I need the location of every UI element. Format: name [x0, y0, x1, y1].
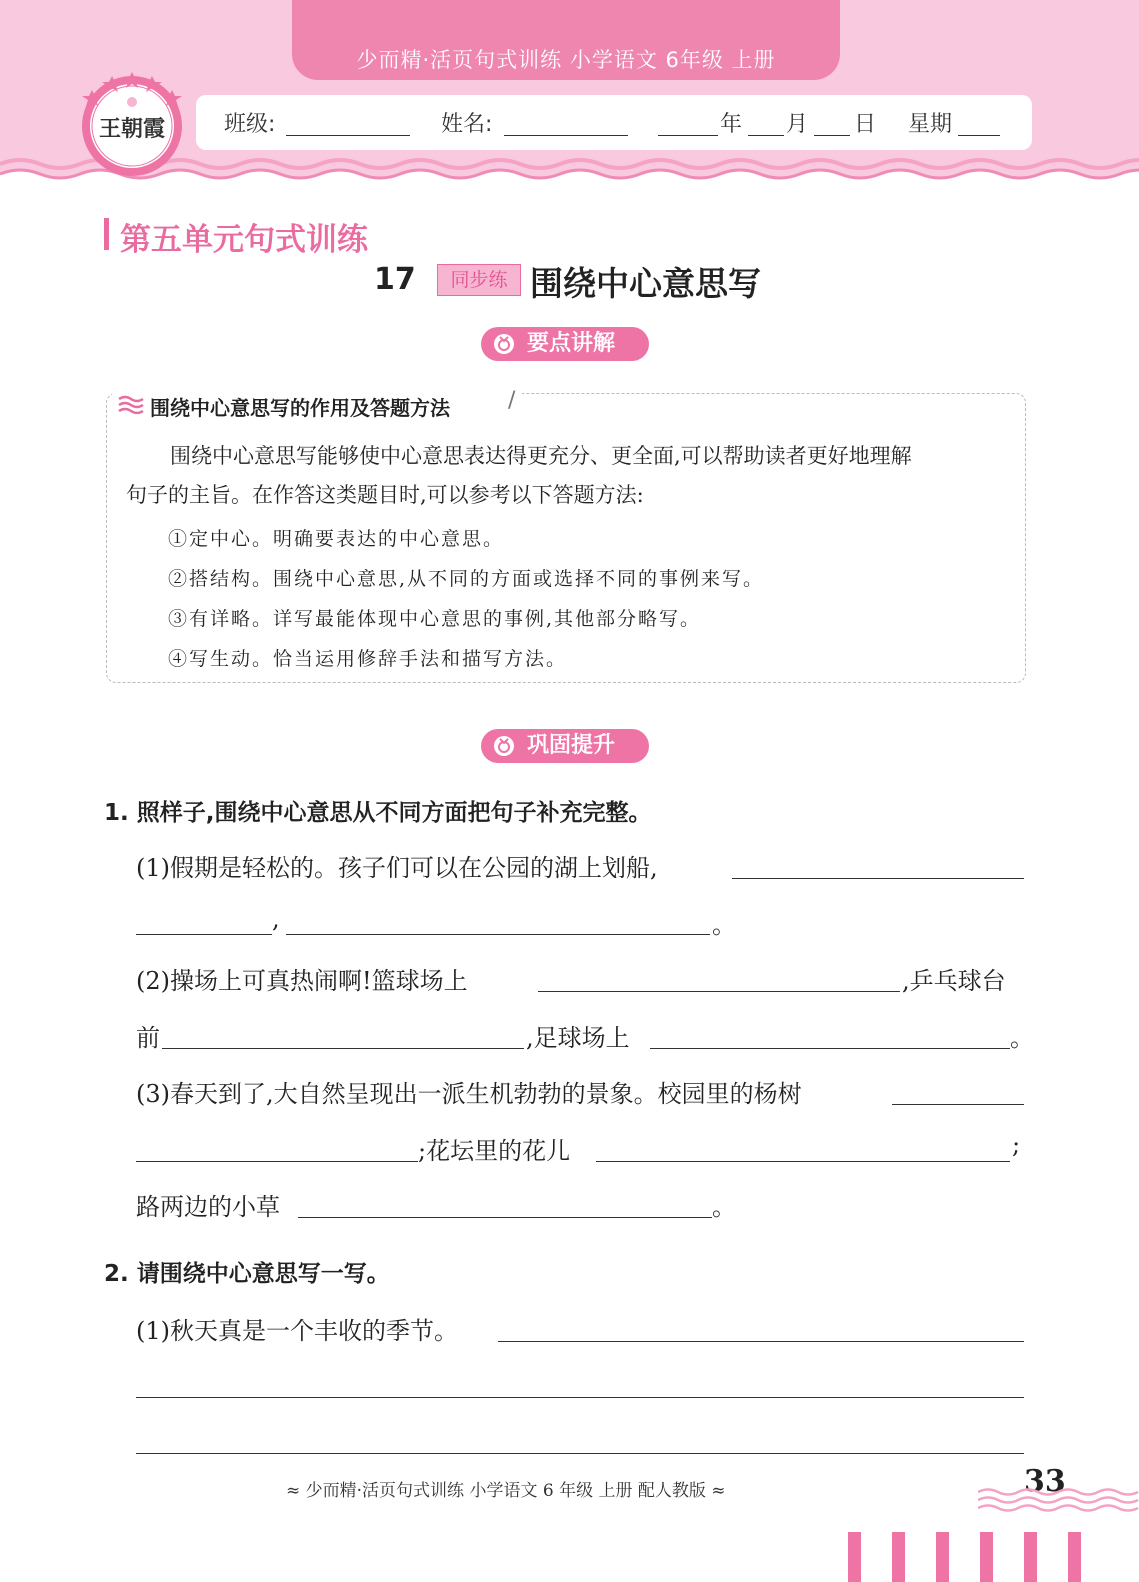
unit-title: 第五单元句式训练 [120, 222, 368, 258]
month-field[interactable] [748, 135, 784, 136]
question-1-title: 1. 照样子,围绕中心意思从不同方面把句子补充完整。 [104, 800, 652, 826]
q2-answer-line-1[interactable] [498, 1341, 1024, 1342]
key-point-item: ②搭结构。围绕中心意思,从不同的方面或选择不同的事例来写。 [168, 568, 765, 590]
lesson-number: 17 [374, 262, 416, 297]
q1-s1-end: 。 [712, 911, 736, 939]
q1-s1-answer-line-3[interactable] [286, 934, 710, 935]
name-label: 姓名: [441, 112, 493, 137]
series-title: 少而精·活页句式训练 小学语文 6年级 上册 [356, 48, 776, 72]
footer-stripe [848, 1532, 861, 1582]
footer-stripe [1068, 1532, 1081, 1582]
month-label: 月 [786, 112, 809, 137]
practice-label [481, 729, 649, 763]
day-label: 日 [854, 112, 877, 137]
q1-s2-mid2: ,足球场上 [526, 1024, 630, 1052]
q1-s3-answer-line-4[interactable] [298, 1217, 712, 1218]
footer-wave-decoration [978, 1486, 1139, 1522]
q1-s1-answer-line-1[interactable] [732, 878, 1024, 879]
key-point-item: ④写生动。恰当运用修辞手法和描写方法。 [168, 648, 568, 670]
q1-s3-answer-line-1[interactable] [892, 1104, 1024, 1105]
key-points-paragraph-line-2: 句子的主旨。在作答这类题目时,可以参考以下答题方法: [126, 483, 644, 507]
brand-logo [78, 68, 186, 178]
q1-s2-answer-line-1[interactable] [538, 991, 900, 992]
q1-s3-mid: ;花坛里的花儿 [418, 1137, 571, 1165]
q1-s2-mid: ,乒乓球台 [902, 967, 1006, 995]
q1-s3-answer-line-2[interactable] [136, 1161, 418, 1162]
name-field[interactable] [504, 135, 628, 136]
q1-s2-answer-line-2[interactable] [162, 1048, 524, 1049]
key-points-paragraph-line-1: 围绕中心意思写能够使中心意思表达得更充分、更全面,可以帮助读者更好地理解 [170, 444, 912, 468]
q1-sentence-3: (3)春天到了,大自然呈现出一派生机勃勃的景象。校园里的杨树 [136, 1080, 802, 1108]
q1-s1-answer-line-2[interactable] [136, 934, 272, 935]
footer-stripe [892, 1532, 905, 1582]
footer-stripe [980, 1532, 993, 1582]
footer-stripe [936, 1532, 949, 1582]
class-label: 班级: [224, 112, 276, 137]
medal-icon [493, 333, 515, 355]
lesson-title: 围绕中心意思写 [530, 264, 761, 303]
medal-icon [493, 735, 515, 757]
q2-answer-line-2[interactable] [136, 1397, 1024, 1398]
unit-title-bar [104, 218, 109, 250]
weekday-label: 星期 [908, 112, 953, 137]
q2-answer-line-3[interactable] [136, 1453, 1024, 1454]
weekday-field[interactable] [958, 135, 1000, 136]
page-number: 33 [1024, 1464, 1066, 1499]
key-points-label-text: 要点讲解 [527, 331, 616, 356]
year-field[interactable] [658, 135, 718, 136]
q2-sentence-1: (1)秋天真是一个丰收的季节。 [136, 1317, 458, 1345]
q1-s2-end: 。 [1010, 1024, 1034, 1052]
year-label: 年 [720, 112, 743, 137]
q1-sentence-2: (2)操场上可真热闹啊!篮球场上 [136, 967, 468, 995]
q1-s3-semicolon: ; [1012, 1131, 1021, 1159]
q1-s3-end: 。 [712, 1193, 736, 1221]
practice-label-text: 巩固提升 [527, 733, 616, 758]
footer-stripe [1024, 1532, 1037, 1582]
question-2-title: 2. 请围绕中心意思写一写。 [104, 1261, 390, 1287]
key-points-label [481, 327, 649, 361]
footer-text: ≈ 少而精·活页句式训练 小学语文 6 年级 上册 配人教版 ≈ [286, 1481, 726, 1501]
lesson-tag: 同步练 [437, 264, 521, 296]
day-field[interactable] [814, 135, 850, 136]
student-info-box [196, 95, 1032, 150]
key-points-heading: 围绕中心意思写的作用及答题方法 [150, 396, 450, 420]
class-field[interactable] [286, 135, 410, 136]
heading-slash-decoration: / [508, 388, 516, 413]
wave-icon [118, 394, 144, 414]
q1-s3-answer-line-3[interactable] [596, 1161, 1010, 1162]
key-point-item: ③有详略。详写最能体现中心意思的事例,其他部分略写。 [168, 608, 702, 630]
q1-s1-comma: , [272, 905, 280, 933]
q1-s3-road: 路两边的小草 [136, 1193, 280, 1221]
q1-sentence-1: (1)假期是轻松的。孩子们可以在公园的湖上划船, [136, 854, 658, 882]
q1-s2-answer-line-3[interactable] [650, 1048, 1010, 1049]
logo-text: 王朝霞 [98, 116, 166, 142]
q1-s2-front: 前 [136, 1024, 160, 1052]
key-point-item: ①定中心。明确要表达的中心意思。 [168, 528, 505, 550]
